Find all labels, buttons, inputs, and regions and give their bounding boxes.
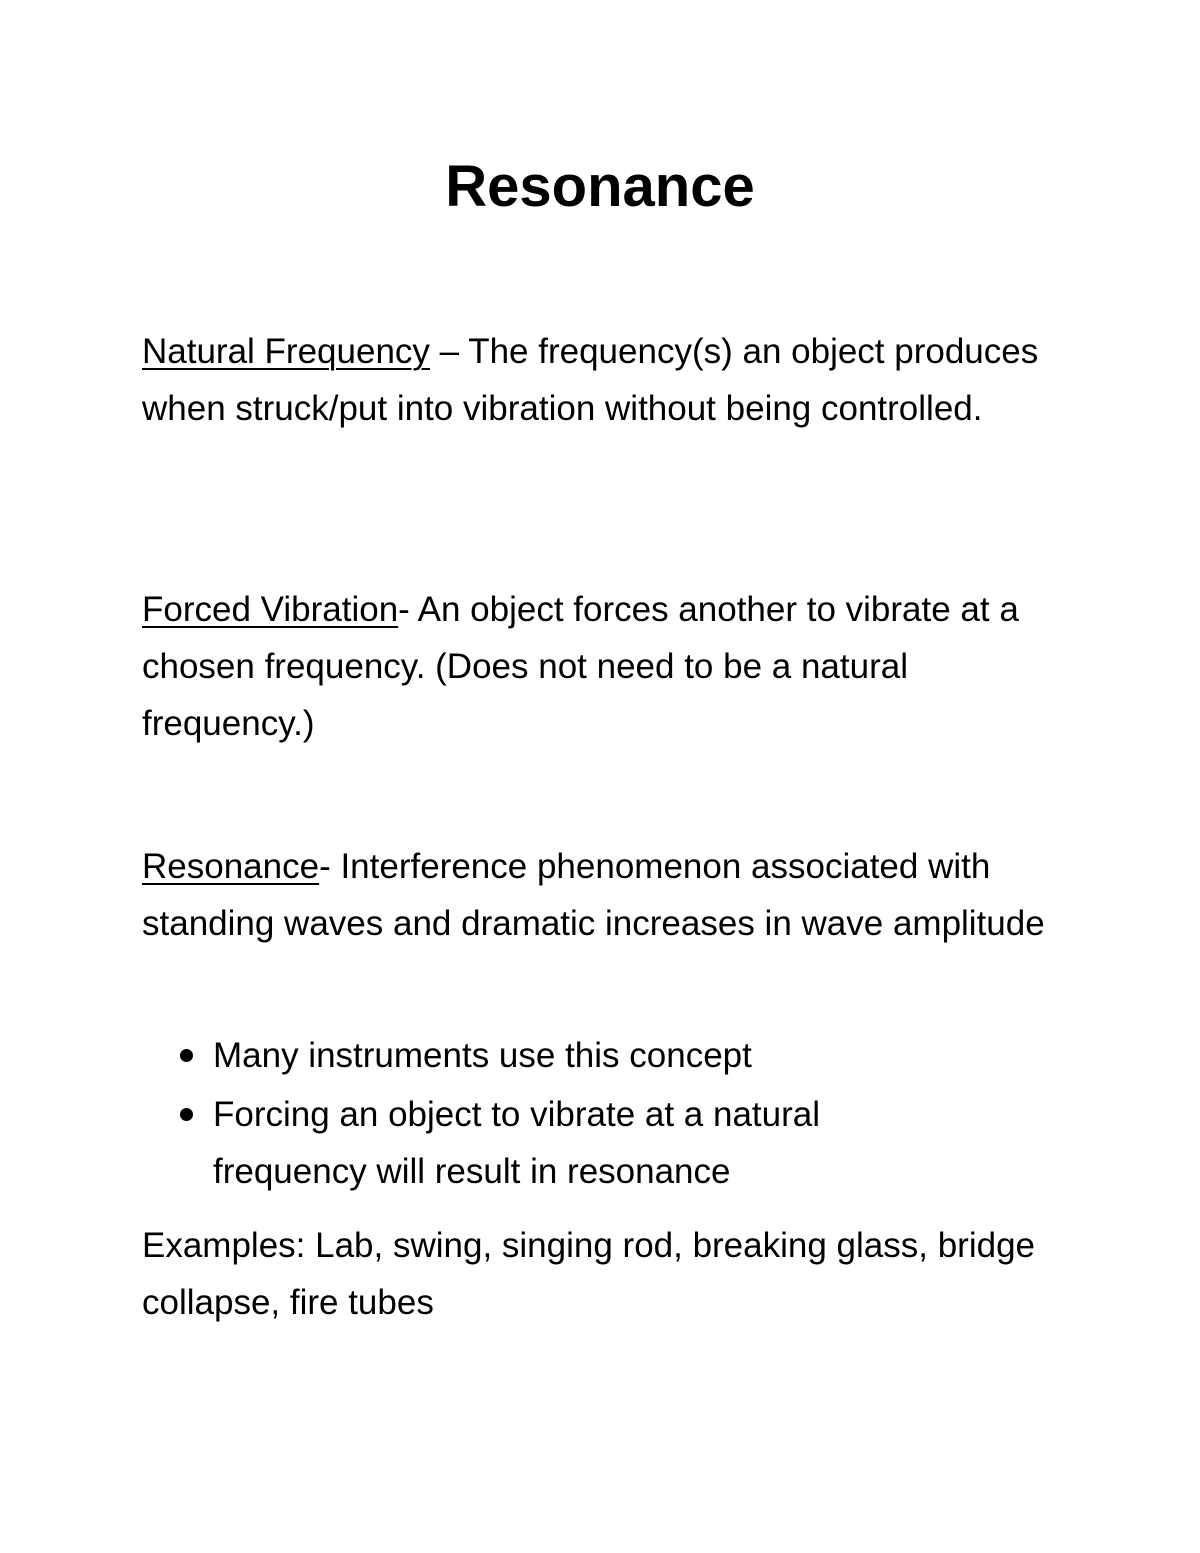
resonance-bullet-list bbox=[142, 1027, 1072, 1200]
definition-resonance bbox=[142, 838, 1072, 952]
definition-text-forced-vibration: - An object forces another to vibrate at a chosen frequency. (Does not need to be a natural frequency.) bbox=[142, 590, 1019, 743]
definition-text-natural-frequency: – The frequency(s) an object produces when struck/put into vibration without being controlled. bbox=[142, 332, 1039, 428]
list-item bbox=[142, 1086, 933, 1200]
definition-text-resonance: - Interference phenomenon associated with standing waves and dramatic increases in wave amplitude bbox=[142, 847, 1045, 943]
list-item-text: Forcing an object to vibrate at a natural frequency will result in resonance bbox=[213, 1095, 821, 1191]
bullet-icon bbox=[180, 1049, 193, 1062]
definition-natural-frequency bbox=[142, 323, 1072, 437]
term-natural-frequency: Natural Frequency bbox=[142, 332, 430, 371]
term-forced-vibration: Forced Vibration bbox=[142, 590, 399, 629]
page-title: Resonance bbox=[445, 154, 755, 219]
bullet-icon bbox=[180, 1108, 193, 1121]
list-item bbox=[142, 1027, 933, 1084]
examples-paragraph: Examples: Lab, swing, singing rod, breaking glass, bridge collapse, fire tubes bbox=[142, 1226, 1035, 1322]
list-item-text: Many instruments use this concept bbox=[213, 1036, 752, 1075]
definition-forced-vibration bbox=[142, 581, 1072, 752]
term-resonance: Resonance bbox=[142, 847, 320, 886]
